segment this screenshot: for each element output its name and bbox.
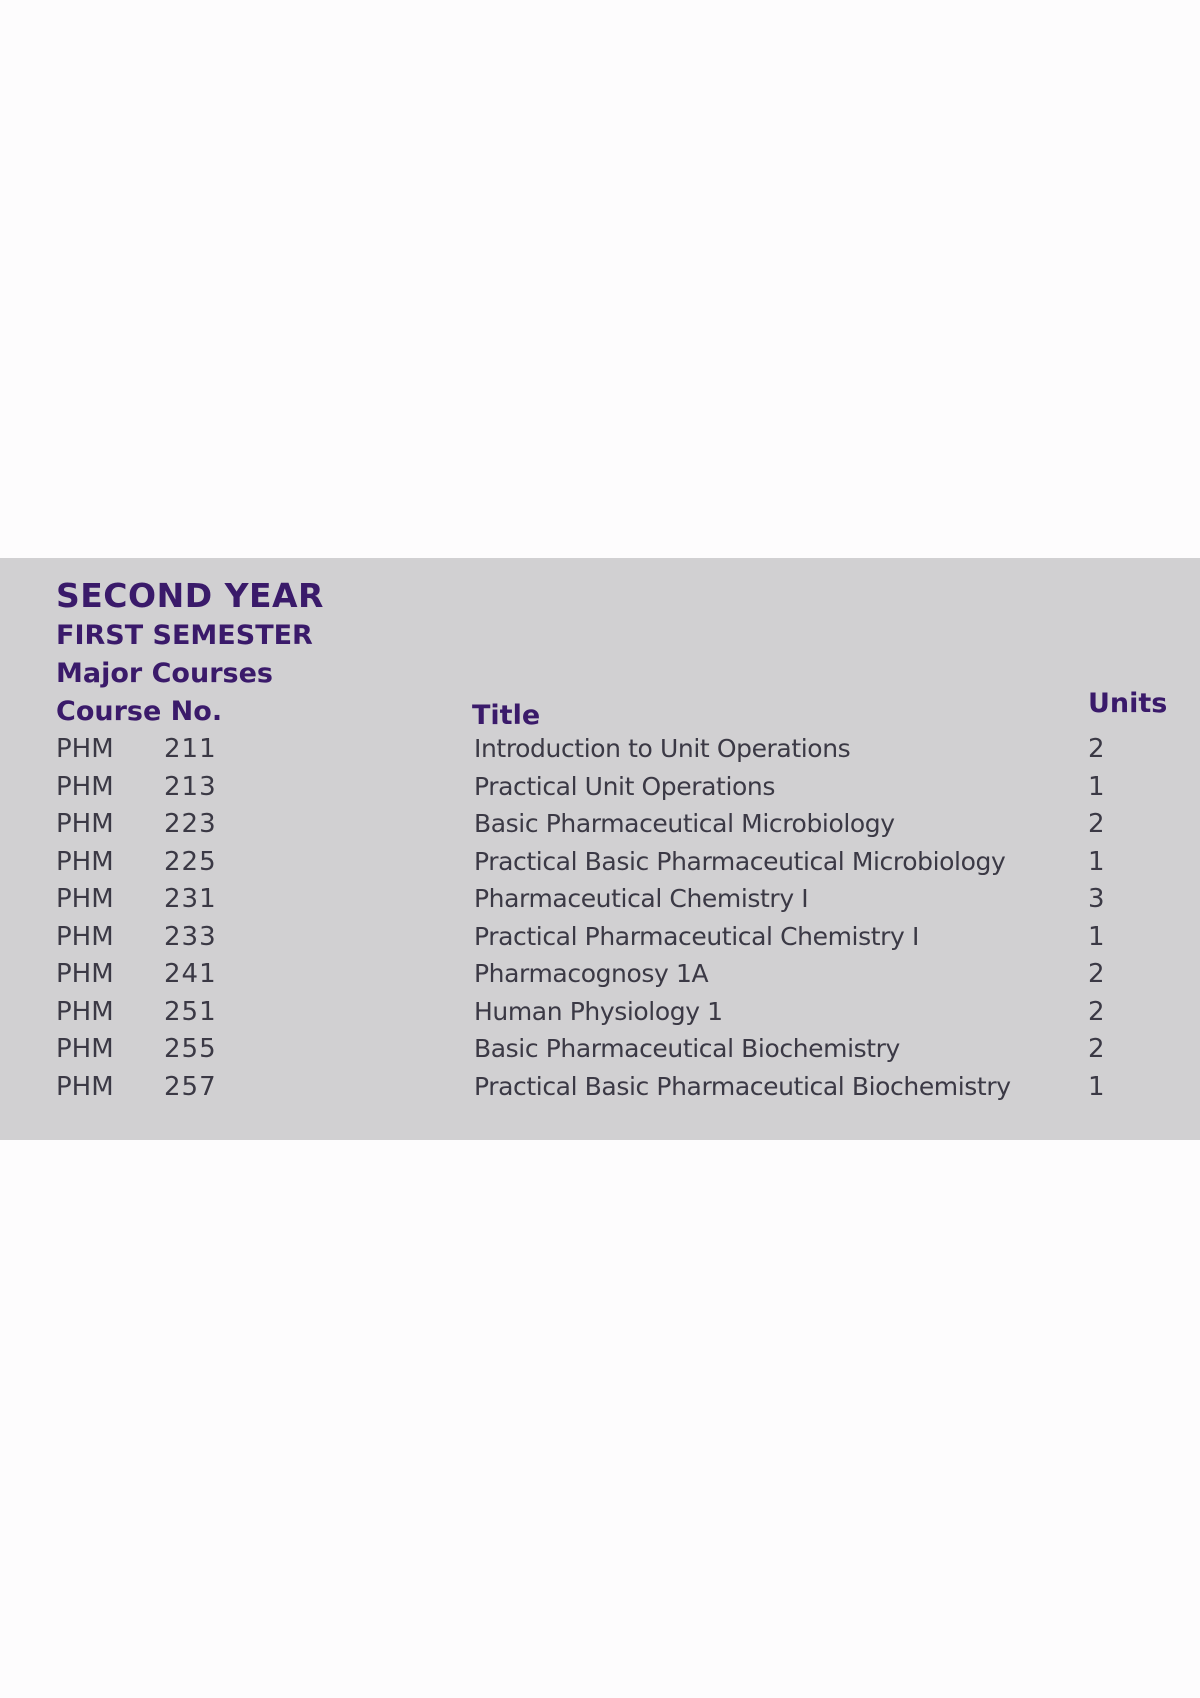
course-units: 1 bbox=[1088, 921, 1105, 952]
course-units: 1 bbox=[1088, 771, 1105, 802]
course-prefix: PHM bbox=[56, 1034, 114, 1064]
course-title: Pharmacognosy 1A bbox=[474, 959, 709, 988]
course-list bbox=[0, 730, 1200, 1105]
course-number: 223 bbox=[164, 809, 217, 839]
course-number: 211 bbox=[164, 734, 217, 764]
course-prefix: PHM bbox=[56, 996, 114, 1027]
course-prefix: PHM bbox=[56, 809, 114, 839]
course-title: Practical Basic Pharmaceutical Biochemistry bbox=[474, 1071, 1011, 1101]
column-header-units: Units bbox=[1088, 688, 1168, 719]
course-row bbox=[0, 768, 1200, 806]
semester-heading: FIRST SEMESTER bbox=[56, 620, 313, 651]
course-prefix: PHM bbox=[56, 734, 114, 764]
course-row bbox=[0, 843, 1200, 881]
course-prefix: PHM bbox=[56, 959, 114, 989]
course-units: 2 bbox=[1088, 996, 1105, 1027]
course-prefix: PHM bbox=[56, 771, 114, 802]
course-units: 1 bbox=[1088, 1071, 1105, 1102]
column-header-course-no: Course No. bbox=[56, 696, 223, 727]
course-units: 3 bbox=[1088, 884, 1105, 914]
course-prefix: PHM bbox=[56, 846, 114, 877]
course-number: 233 bbox=[164, 921, 217, 952]
course-row bbox=[0, 955, 1200, 993]
course-number: 251 bbox=[164, 996, 217, 1027]
course-title: Basic Pharmaceutical Microbiology bbox=[474, 809, 895, 838]
course-title: Pharmaceutical Chemistry I bbox=[474, 884, 809, 913]
course-number: 225 bbox=[164, 846, 217, 877]
course-title: Human Physiology 1 bbox=[474, 996, 723, 1026]
course-units: 1 bbox=[1088, 846, 1105, 877]
course-title: Practical Pharmaceutical Chemistry I bbox=[474, 921, 919, 951]
column-header-title: Title bbox=[472, 700, 541, 731]
course-units: 2 bbox=[1088, 809, 1105, 839]
course-number: 213 bbox=[164, 771, 217, 802]
course-title: Practical Unit Operations bbox=[474, 771, 775, 801]
course-row bbox=[0, 1030, 1200, 1068]
course-units: 2 bbox=[1088, 1034, 1105, 1064]
course-row bbox=[0, 880, 1200, 918]
year-heading: SECOND YEAR bbox=[56, 576, 324, 615]
course-row bbox=[0, 993, 1200, 1031]
course-number: 231 bbox=[164, 884, 217, 914]
course-row bbox=[0, 805, 1200, 843]
course-row bbox=[0, 730, 1200, 768]
course-number: 241 bbox=[164, 959, 217, 989]
course-units: 2 bbox=[1088, 959, 1105, 989]
course-title: Basic Pharmaceutical Biochemistry bbox=[474, 1034, 900, 1063]
category-heading: Major Courses bbox=[56, 658, 273, 689]
course-number: 257 bbox=[164, 1071, 217, 1102]
course-title: Introduction to Unit Operations bbox=[474, 734, 851, 763]
course-row bbox=[0, 918, 1200, 956]
course-prefix: PHM bbox=[56, 921, 114, 952]
course-number: 255 bbox=[164, 1034, 217, 1064]
course-title: Practical Basic Pharmaceutical Microbiology bbox=[474, 846, 1006, 876]
course-prefix: PHM bbox=[56, 884, 114, 914]
course-row bbox=[0, 1068, 1200, 1106]
course-units: 2 bbox=[1088, 734, 1105, 764]
course-prefix: PHM bbox=[56, 1071, 114, 1102]
curriculum-panel bbox=[0, 558, 1200, 1140]
